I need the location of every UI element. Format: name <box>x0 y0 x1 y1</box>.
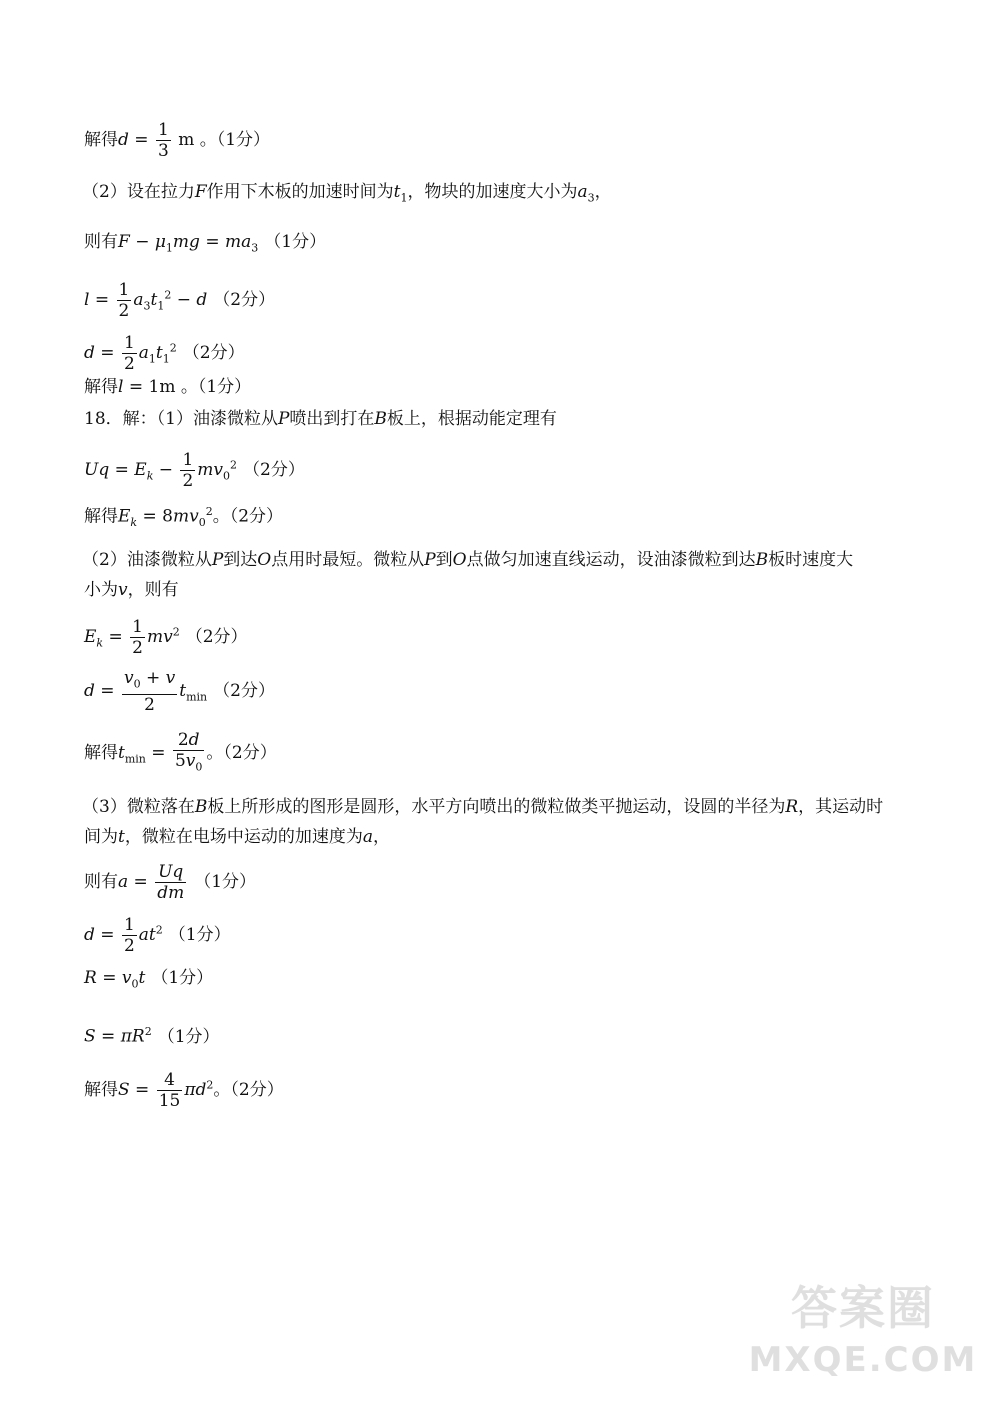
fraction: $\frac{Uq}{dm}$ <box>157 862 185 903</box>
watermark-logo <box>748 1278 978 1398</box>
result-d: 解得d = $\frac{1}{3}$ m 。（1分） <box>84 120 271 161</box>
fraction: $\frac{1}{3}$ <box>157 120 169 161</box>
q18-intro: 18．解：（1）油漆微粒从P喷出到打在B板上，根据动能定理有 <box>84 409 557 429</box>
fraction: $\frac{2d}{5v_0}$ <box>174 730 203 774</box>
fraction: $\frac{1}{2}$ <box>182 450 194 491</box>
fraction: $\frac{1}{2}$ <box>132 617 143 658</box>
equation-energy: $Uq = E_k$ − $\frac{1}{2}$ $mv_0^2$ （2分） <box>84 450 305 491</box>
fraction: $\frac{1}{2}$ <box>118 280 130 321</box>
watermark-url: MXQE.COM <box>748 1340 978 1380</box>
part-2-intro: （2）设在拉力F作用下木板的加速时间为$t_1$，物块的加速度大小为$a_3$， <box>82 182 612 205</box>
equation-r: $R = v_0t$ （1分） <box>84 968 214 991</box>
result-ek: 解得$E_k = 8mv_0^2$。（2分） <box>84 505 284 530</box>
equation-d-at: d = $\frac{1}{2}$ $at^2$ （1分） <box>84 915 231 956</box>
equation-force: 则有$F - \mu_1mg = ma_3$ （1分） <box>84 232 327 255</box>
fraction: $\frac{1}{2}$ <box>123 915 135 956</box>
watermark-chars: 答案圈 <box>791 1281 935 1335</box>
fraction: $\frac{1}{2}$ <box>123 333 135 374</box>
equation-ek-v: $E_k$ = $\frac{1}{2}$ $mv^2$ （2分） <box>84 617 248 658</box>
equation-s: $S = \pi R^2$ （1分） <box>84 1025 220 1047</box>
part-3-text-cont: 间为t，微粒在电场中运动的加速度为a， <box>84 827 390 847</box>
part-2-text-cont: 小为v，则有 <box>84 580 179 600</box>
result-s: 解得S = $\frac{4}{15}$ $\pi d^2$。（2分） <box>84 1070 284 1111</box>
result-l: 解得l = 1m 。（1分） <box>84 377 252 397</box>
result-tmin: 解得$t_{min}$ = $\frac{2d}{5v_0}$ 。（2分） <box>84 730 277 777</box>
fraction: $\frac{4}{15}$ <box>158 1070 181 1111</box>
equation-l: l = $\frac{1}{2}$ $a_3t_1^2 - d$ （2分） <box>84 280 276 321</box>
part-2-text: （2）油漆微粒从P到达O点用时最短。微粒从P到O点做匀加速直线运动，设油漆微粒到达B板时速度大 <box>82 550 854 570</box>
fraction: $\frac{v_0 + v}{2}$ <box>123 668 176 716</box>
equation-d: d = $\frac{1}{2}$ $a_1t_1^2$ （2分） <box>84 333 245 374</box>
equation-a: 则有a = $\frac{Uq}{dm}$ （1分） <box>84 862 257 903</box>
part-3-text: （3）微粒落在B板上所形成的图形是圆形，水平方向喷出的微粒做类平抛运动，设圆的半径为R，其运动时 <box>82 797 884 817</box>
equation-d-tmin: d = $\frac{v_0 + v}{2}$ $t_{min}$ （2分） <box>84 668 275 716</box>
